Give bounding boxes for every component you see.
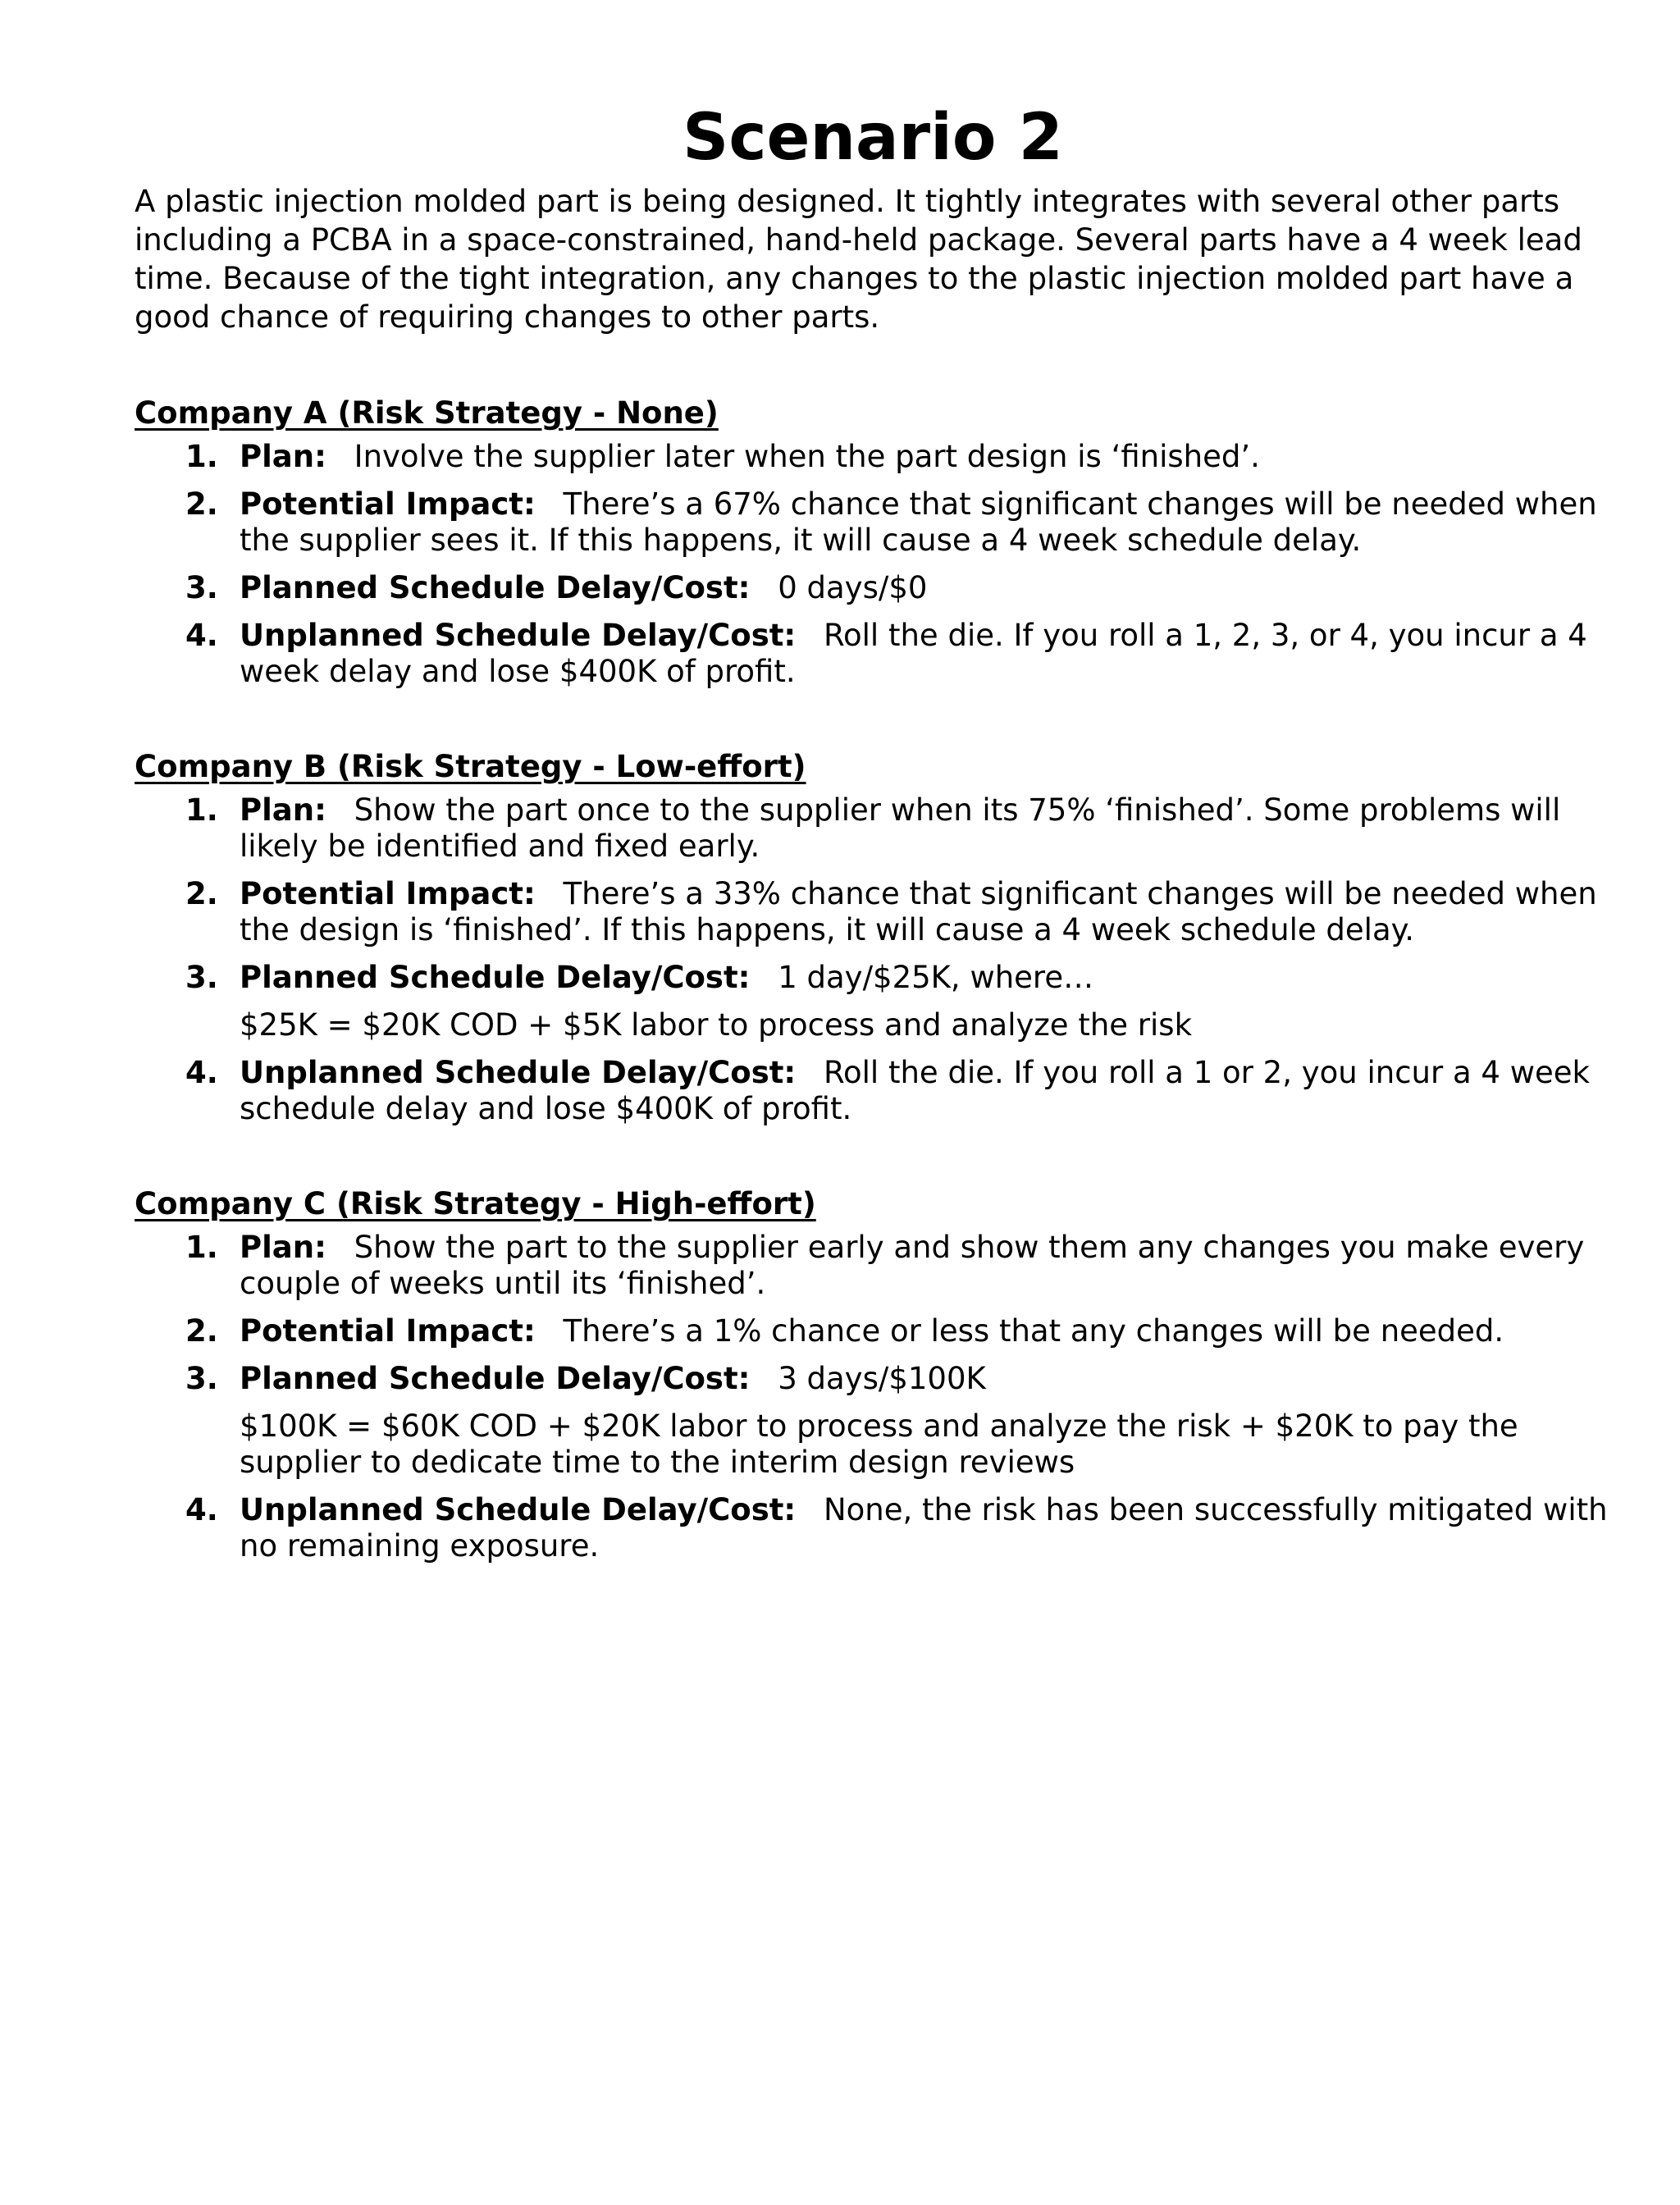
page-title: Scenario 2 xyxy=(682,101,1063,175)
item-text: Show the part once to the supplier when its 75% ‘finished’. Some problems will likely be identified and fixed early. xyxy=(240,792,1561,864)
item-number: 1. xyxy=(185,792,218,828)
company-items xyxy=(135,1230,1611,1564)
item-text: Involve the supplier later when the part design is ‘finished’. xyxy=(354,439,1260,474)
item-number: 4. xyxy=(185,1492,218,1527)
item-label: Unplanned Schedule Delay/Cost: xyxy=(240,618,797,653)
item-text: None, the risk has been successfully mitigated with no remaining exposure. xyxy=(240,1492,1608,1564)
list-item xyxy=(135,1492,1611,1564)
item-text: Show the part to the supplier early and show them any changes you make every couple of weeks until its ‘finished’. xyxy=(240,1230,1585,1301)
item-text: Roll the die. If you roll a 1 or 2, you incur a 4 week schedule delay and lose $400K of profit. xyxy=(240,1055,1590,1126)
item-label: Unplanned Schedule Delay/Cost: xyxy=(240,1055,797,1090)
item-note: $100K = $60K COD + $20K labor to process and analyze the risk + $20K to pay the supplier to dedicate time to the interim design reviews xyxy=(240,1408,1518,1480)
company-section-2 xyxy=(135,747,1611,1127)
company-heading: Company B (Risk Strategy - Low-effort) xyxy=(135,749,806,784)
item-note: $25K = $20K COD + $5K labor to process and analyze the risk xyxy=(240,1007,1193,1043)
item-text: 1 day/$25K, where… xyxy=(778,960,1094,995)
item-text: There’s a 1% chance or less that any changes will be needed. xyxy=(563,1313,1504,1349)
item-label: Plan: xyxy=(240,1230,326,1265)
item-text: 0 days/$0 xyxy=(778,570,928,605)
list-item xyxy=(135,1313,1611,1349)
item-text: There’s a 67% chance that significant changes will be needed when the supplier sees it. If this happens, it will cause a 4 week schedule delay. xyxy=(240,486,1597,558)
item-label: Planned Schedule Delay/Cost: xyxy=(240,960,751,995)
intro-paragraph: A plastic injection molded part is being designed. It tightly integrates with several other parts including a PCBA in a space-constrained, hand-held package. Several parts have a 4 week lead time. Because of the tight integration, any changes to the plastic injection molded part have a good chance of requiring changes to other parts. xyxy=(135,184,1582,335)
list-item xyxy=(135,876,1611,948)
item-text: There’s a 33% chance that significant changes will be needed when the design is ‘finished’. If this happens, it will cause a 4 week schedule delay. xyxy=(240,876,1597,947)
list-item xyxy=(135,792,1611,865)
list-item xyxy=(135,1361,1611,1481)
list-item xyxy=(135,960,1611,1043)
list-item xyxy=(135,439,1611,475)
item-label: Plan: xyxy=(240,439,326,474)
company-items xyxy=(135,792,1611,1127)
item-label: Unplanned Schedule Delay/Cost: xyxy=(240,1492,797,1527)
item-number: 3. xyxy=(185,1361,218,1396)
company-section-3 xyxy=(135,1185,1611,1564)
item-number: 3. xyxy=(185,570,218,605)
company-heading: Company C (Risk Strategy - High-effort) xyxy=(135,1186,816,1221)
item-number: 2. xyxy=(185,1313,218,1349)
item-number: 1. xyxy=(185,1230,218,1265)
item-number: 1. xyxy=(185,439,218,474)
item-label: Planned Schedule Delay/Cost: xyxy=(240,570,751,605)
list-item xyxy=(135,486,1611,559)
item-label: Planned Schedule Delay/Cost: xyxy=(240,1361,751,1396)
item-text: 3 days/$100K xyxy=(778,1361,986,1396)
list-item xyxy=(135,618,1611,690)
companies-list xyxy=(135,394,1611,1564)
list-item xyxy=(135,1230,1611,1302)
item-number: 4. xyxy=(185,618,218,653)
item-label: Plan: xyxy=(240,792,326,828)
item-label: Potential Impact: xyxy=(240,1313,536,1349)
list-item xyxy=(135,1055,1611,1127)
list-item xyxy=(135,570,1611,606)
item-label: Potential Impact: xyxy=(240,486,536,522)
item-label: Potential Impact: xyxy=(240,876,536,911)
company-items xyxy=(135,439,1611,690)
item-number: 4. xyxy=(185,1055,218,1090)
company-heading: Company A (Risk Strategy - None) xyxy=(135,395,719,431)
document-page xyxy=(135,98,1611,1576)
item-number: 2. xyxy=(185,486,218,522)
company-section-1 xyxy=(135,394,1611,690)
item-number: 2. xyxy=(185,876,218,911)
item-number: 3. xyxy=(185,960,218,995)
item-text: Roll the die. If you roll a 1, 2, 3, or 4, you incur a 4 week delay and lose $400K of profit. xyxy=(240,618,1587,689)
